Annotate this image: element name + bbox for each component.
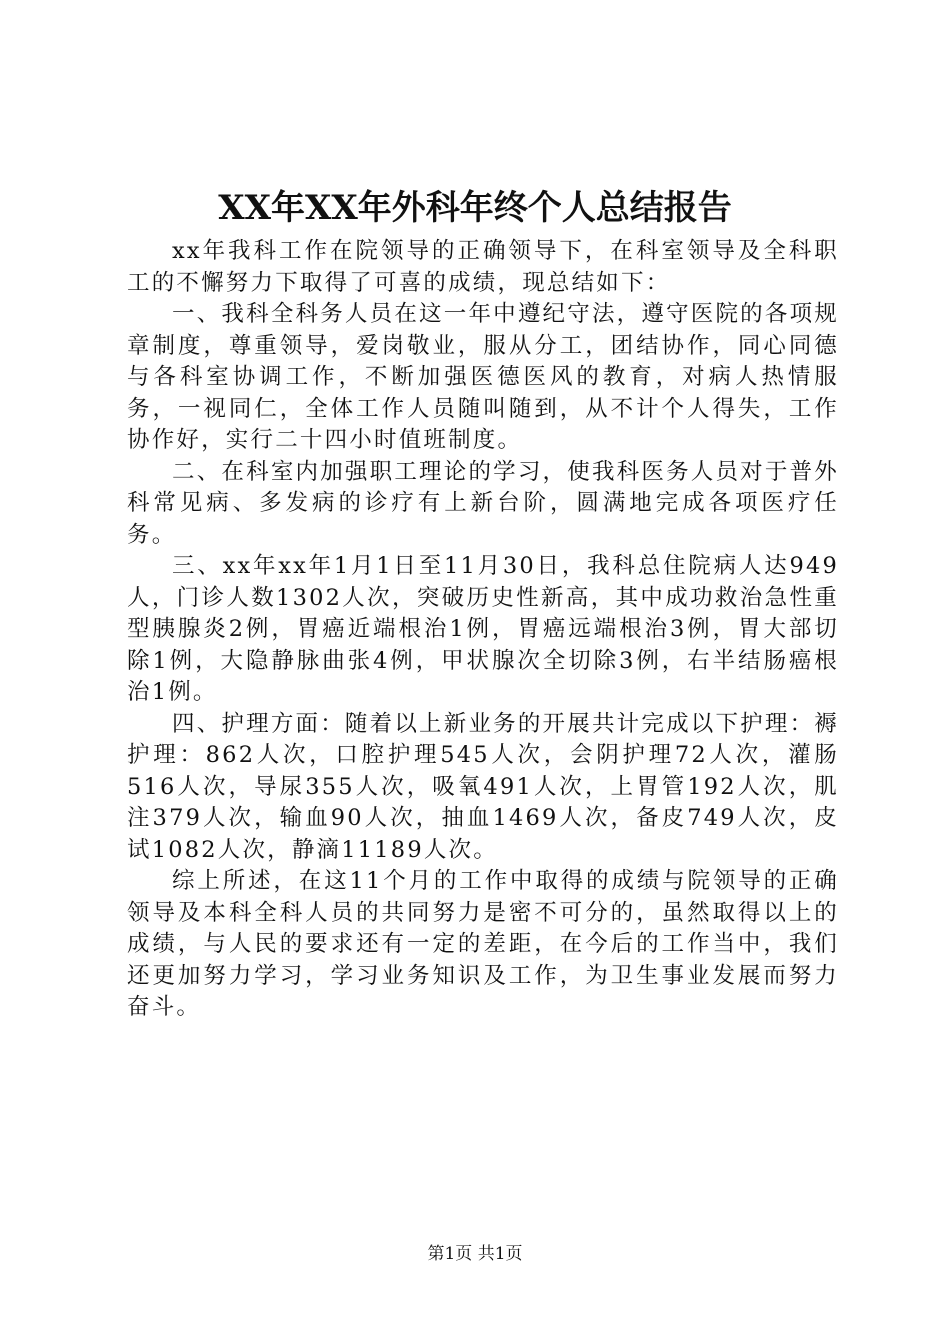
paragraph-intro: xx年我科工作在院领导的正确领导下，在科室领导及全科职工的不懈努力下取得了可喜的成绩，现总结如下： (127, 238, 839, 296)
paragraph-two: 二、在科室内加强职工理论的学习，使我科医务人员对于普外科常见病、多发病的诊疗有上新台阶，圆满地完成各项医疗任务。 (127, 458, 839, 548)
paragraph-one: 一、我科全科务人员在这一年中遵纪守法，遵守医院的各项规章制度，尊重领导，爱岗敬业，服从分工，团结协作，同心同德与各科室协调工作，不断加强医德医风的教育，对病人热情服务，一视同仁，全体工作人员随叫随到，从不计个人得失，工作协作好，实行二十四小时值班制度。 (127, 301, 839, 453)
paragraph-summary: 综上所述，在这11个月的工作中取得的成绩与院领导的正确领导及本科全科人员的共同努力是密不可分的，虽然取得以上的成绩，与人民的要求还有一定的差距，在今后的工作当中，我们还更加努力学习，学习业务知识及工作，为卫生事业发展而努力奋斗。 (127, 868, 839, 1020)
paragraph-three: 三、xx年xx年1月1日至11月30日，我科总住院病人达949人，门诊人数1302人次，突破历史性新高，其中成功救治急性重型胰腺炎2例，胃癌近端根治1例，胃癌远端根治3例，胃大部切除1例，大隐静脉曲张4例，甲状腺次全切除3例，右半结肠癌根治1例。 (127, 553, 839, 705)
document-body (127, 236, 839, 1024)
page-footer: 第1页 共1页 (427, 1244, 523, 1264)
paragraph-four: 四、护理方面：随着以上新业务的开展共计完成以下护理：褥护理：862人次，口腔护理545人次，会阴护理72人次，灌肠516人次，导尿355人次，吸氧491人次，上胃管192人次，肌注379人次，输血90人次，抽血1469人次，备皮749人次，皮试1082人次，静滴11189人次。 (127, 710, 839, 863)
document-title: XX年XX年外科年终个人总结报告 (218, 188, 732, 228)
